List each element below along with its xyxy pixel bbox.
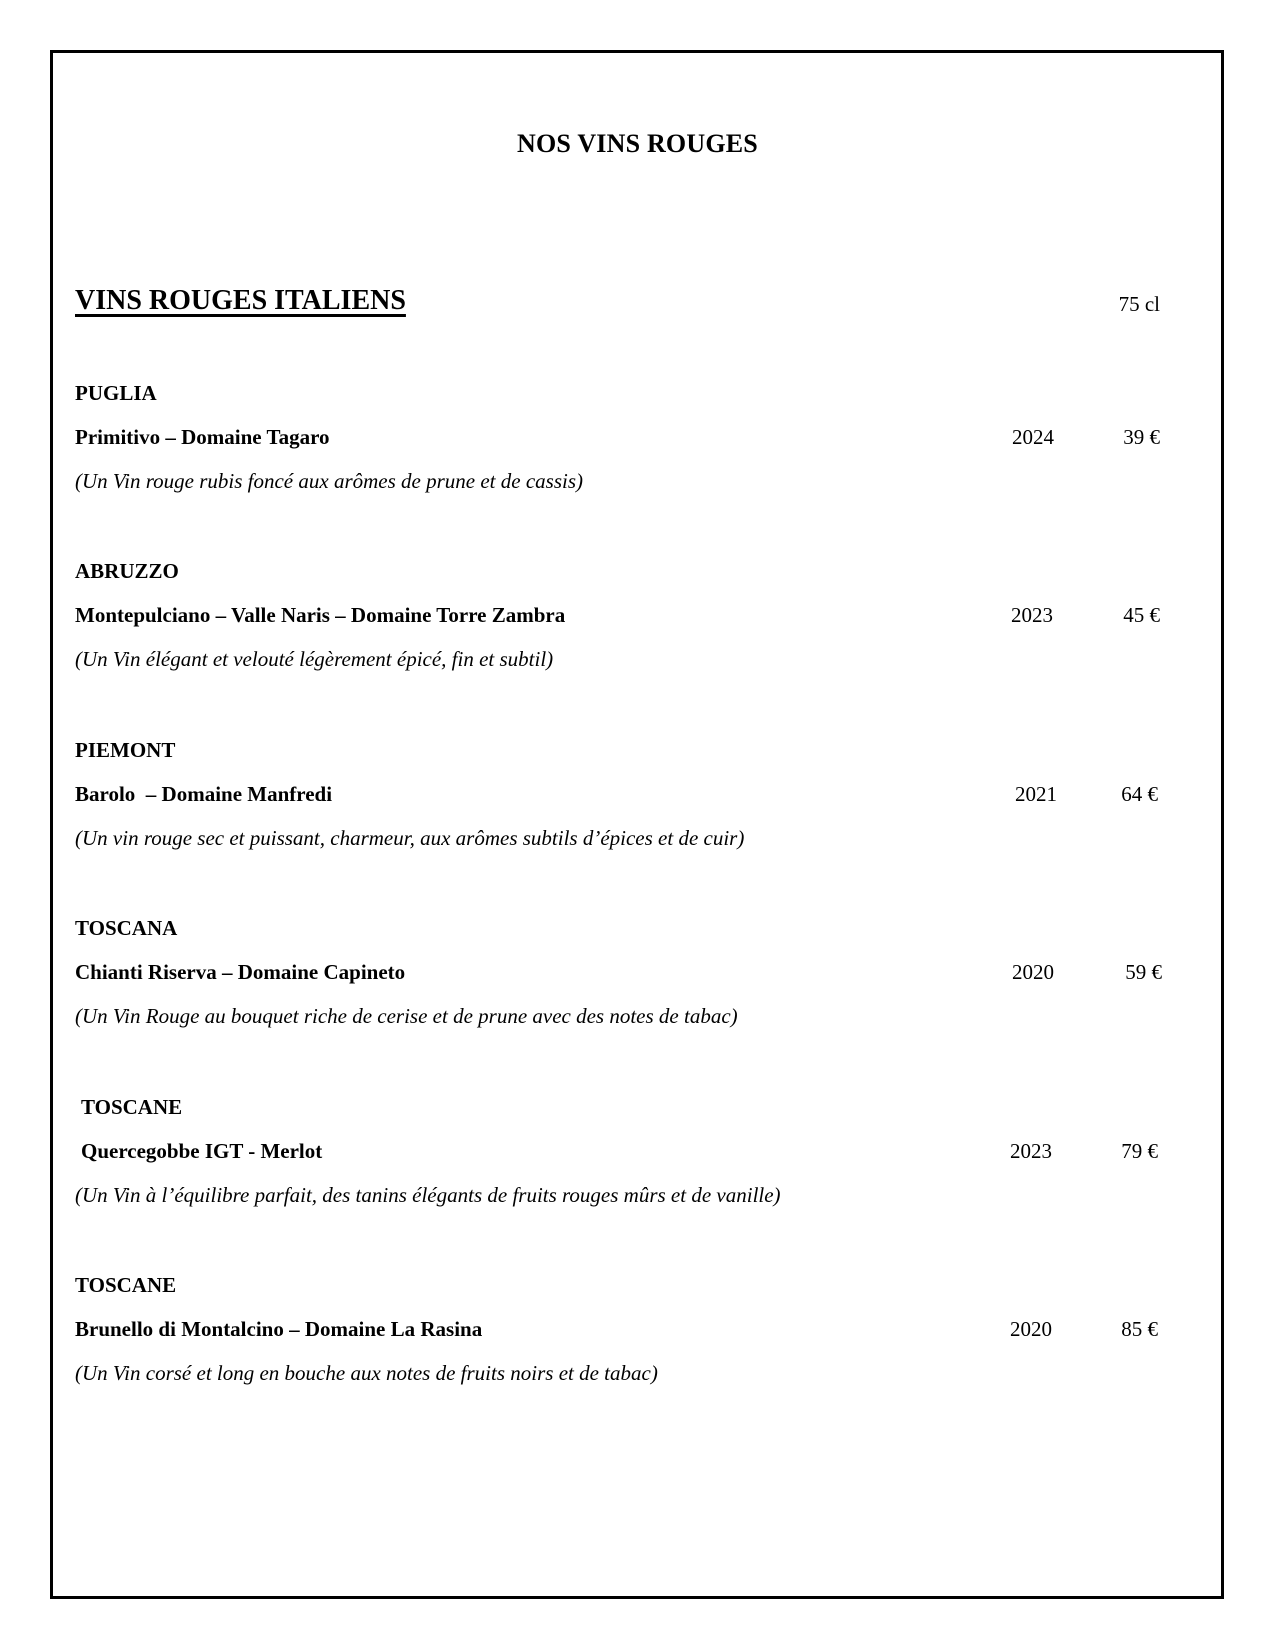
wine-description: (Un Vin élégant et velouté légèrement épicé, fin et subtil) — [75, 647, 554, 671]
page-title: NOS VINS ROUGES — [517, 129, 758, 158]
wine-name: Primitivo – Domaine Tagaro — [75, 425, 330, 449]
wine-description: (Un Vin rouge rubis foncé aux arômes de prune et de cassis) — [75, 469, 583, 493]
wine-entry — [75, 1093, 1165, 1233]
wine-region: TOSCANA — [75, 916, 178, 940]
wine-entry — [75, 379, 1165, 519]
wine-name: Chianti Riserva – Domaine Capineto — [75, 960, 406, 984]
wine-price: 64 € — [1121, 782, 1158, 806]
wine-region: PIEMONT — [75, 738, 176, 762]
wine-price: 59 € — [1125, 960, 1162, 984]
wine-description: (Un Vin Rouge au bouquet riche de cerise et de prune avec des notes de tabac) — [75, 1004, 738, 1028]
wine-price: 79 € — [1121, 1139, 1158, 1163]
wine-description: (Un Vin à l’équilibre parfait, des tanins élégants de fruits rouges mûrs et de vanille) — [75, 1183, 781, 1207]
wine-region: TOSCANE — [81, 1095, 183, 1119]
wine-vintage: 2023 — [1010, 1139, 1052, 1163]
section-title: VINS ROUGES ITALIENS — [75, 285, 406, 316]
wine-entry — [75, 1271, 1165, 1411]
wine-region: PUGLIA — [75, 381, 157, 405]
wine-name: Brunello di Montalcino – Domaine La Rasina — [75, 1317, 483, 1341]
wine-vintage: 2024 — [1012, 425, 1054, 449]
wine-region: TOSCANE — [75, 1273, 177, 1297]
wine-description: (Un Vin corsé et long en bouche aux notes de fruits noirs et de tabac) — [75, 1361, 658, 1385]
wine-name: Montepulciano – Valle Naris – Domaine Torre Zambra — [75, 603, 566, 627]
wine-price: 85 € — [1121, 1317, 1158, 1341]
wine-description: (Un vin rouge sec et puissant, charmeur, aux arômes subtils d’épices et de cuir) — [75, 826, 745, 850]
wine-region: ABRUZZO — [75, 559, 179, 583]
wine-vintage: 2021 — [1015, 782, 1057, 806]
wine-entry — [75, 914, 1165, 1054]
wine-name: Quercegobbe IGT - Merlot — [81, 1139, 323, 1163]
wine-vintage: 2023 — [1011, 603, 1053, 627]
wine-name: Barolo – Domaine Manfredi — [75, 782, 333, 806]
wine-price: 45 € — [1123, 603, 1160, 627]
bottle-volume-label: 75 cl — [1118, 292, 1160, 316]
wine-entry — [75, 736, 1165, 876]
wine-entry — [75, 557, 1165, 697]
wine-price: 39 € — [1123, 425, 1160, 449]
wine-vintage: 2020 — [1010, 1317, 1052, 1341]
wine-vintage: 2020 — [1012, 960, 1054, 984]
